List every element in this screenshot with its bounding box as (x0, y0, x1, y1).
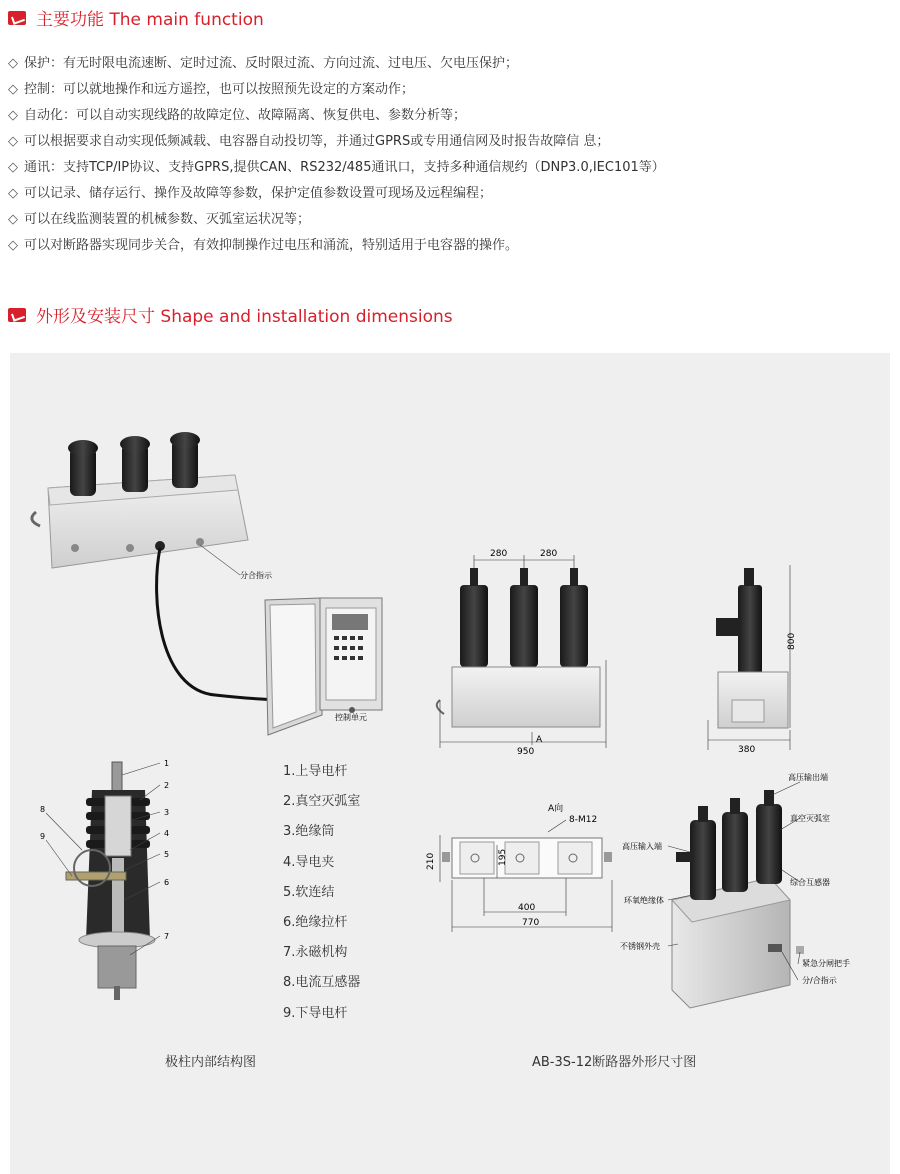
side-view-drawing (708, 565, 790, 750)
list-item: 1.上导电杆 (283, 764, 348, 779)
callout-epoxy-insulator: 环氧绝缘体 (624, 896, 664, 905)
dim-210: 210 (426, 852, 436, 870)
list-item: 7.永磁机构 (283, 945, 348, 961)
part-number-7: 7 (164, 932, 170, 941)
list-item-text: 通讯：支持TCP/IP协议、支持GPRS,提供CAN、RS232/485通讯口，支持多种通信规约（DNP3.0,IEC101等） (24, 160, 665, 175)
dim-380: 380 (738, 745, 756, 755)
diamond-bullet-icon: ◇ (8, 186, 18, 201)
control-unit-label: 控制单元 (335, 713, 367, 722)
dim-800: 800 (787, 632, 797, 650)
section-title: 外形及安装尺寸 Shape and installation dimensions (36, 307, 453, 327)
indicator-label: 分合指示 (240, 571, 272, 580)
view-a-label: A向 (548, 804, 564, 814)
dim-195: 195 (498, 848, 508, 866)
caption-pole-structure: 极柱内部结构图 (165, 1055, 257, 1070)
diamond-bullet-icon: ◇ (8, 82, 18, 97)
list-item-text: 自动化：可以自动实现线路的故障定位、故障隔离、恢复供电、参数分析等； (24, 108, 467, 123)
callout-steel-shell: 不锈钢外壳 (620, 942, 660, 951)
list-item: 4.导电夹 (283, 854, 335, 870)
list-item: 5.软连结 (283, 884, 335, 900)
callout-transformer: 综合互感器 (790, 878, 830, 887)
list-item: 6.绝缘拉杆 (283, 914, 348, 930)
callout-vacuum-chamber: 真空灭弧室 (790, 814, 830, 823)
dim-280-left: 280 (490, 549, 508, 559)
part-number-1: 1 (164, 759, 170, 768)
diamond-bullet-icon: ◇ (8, 238, 18, 253)
top-view-drawing (440, 820, 612, 932)
diamond-bullet-icon: ◇ (8, 134, 18, 149)
list-item: 8.电流互感器 (283, 975, 361, 991)
pole-structure-illustration (66, 762, 155, 1000)
list-item: 3.绝缘筒 (283, 824, 335, 840)
dim-8-m12: 8-M12 (569, 815, 598, 825)
dim-arrow-a: A (536, 735, 543, 745)
diamond-bullet-icon: ◇ (8, 160, 18, 175)
dim-770: 770 (522, 918, 540, 928)
front-view-drawing (437, 555, 606, 748)
list-item-text: 控制：可以就地操作和远方遥控，也可以按照预先设定的方案动作； (24, 82, 415, 97)
callout-open-close-indicator: 分/合指示 (802, 976, 837, 985)
part-number-4: 4 (164, 829, 170, 838)
caption-breaker-dimensions: AB-3S-12断路器外形尺寸图 (532, 1055, 697, 1070)
parts-list (283, 757, 360, 1029)
diamond-bullet-icon: ◇ (8, 56, 18, 71)
list-item-text: 可以记录、储存运行、操作及故障等参数，保护定值参数设置可现场及远程编程； (24, 186, 493, 201)
dim-400: 400 (518, 903, 536, 913)
callout-emergency-handle: 紧急分闸把手 (802, 959, 850, 968)
list-item-text: 保护：有无时限电流速断、定时过流、反时限过流、方向过流、过电压、欠电压保护； (24, 56, 519, 71)
list-item: 2.真空灭弧室 (283, 794, 361, 810)
list-item: 9.下导电杆 (283, 1005, 348, 1021)
list-item-text: 可以对断路器实现同步关合，有效抑制操作过电压和涌流，特别适用于电容器的操作。 (24, 238, 519, 253)
list-item-text: 可以根据要求自动实现低频减载、电容器自动投切等，并通过GPRS或专用通信网及时报告故障信 息； (24, 134, 610, 149)
part-number-6: 6 (164, 878, 170, 887)
section-title: 主要功能 The main function (36, 10, 264, 30)
list-item-text: 可以在线监测装置的机械参数、灭弧室运状况等； (24, 212, 311, 227)
diamond-bullet-icon: ◇ (8, 212, 18, 227)
part-number-2: 2 (164, 781, 170, 790)
part-number-5: 5 (164, 850, 170, 859)
callout-hv-input: 高压输入端 (622, 842, 662, 851)
breaker-photo-illustration (32, 432, 300, 700)
part-number-8: 8 (40, 805, 46, 814)
callout-hv-output: 高压输出端 (788, 773, 828, 782)
diamond-bullet-icon: ◇ (8, 108, 18, 123)
part-number-3: 3 (164, 808, 170, 817)
dim-950: 950 (517, 747, 535, 757)
part-number-9: 9 (40, 832, 46, 841)
breaker-3d-illustration (672, 790, 804, 1008)
dim-280-right: 280 (540, 549, 558, 559)
